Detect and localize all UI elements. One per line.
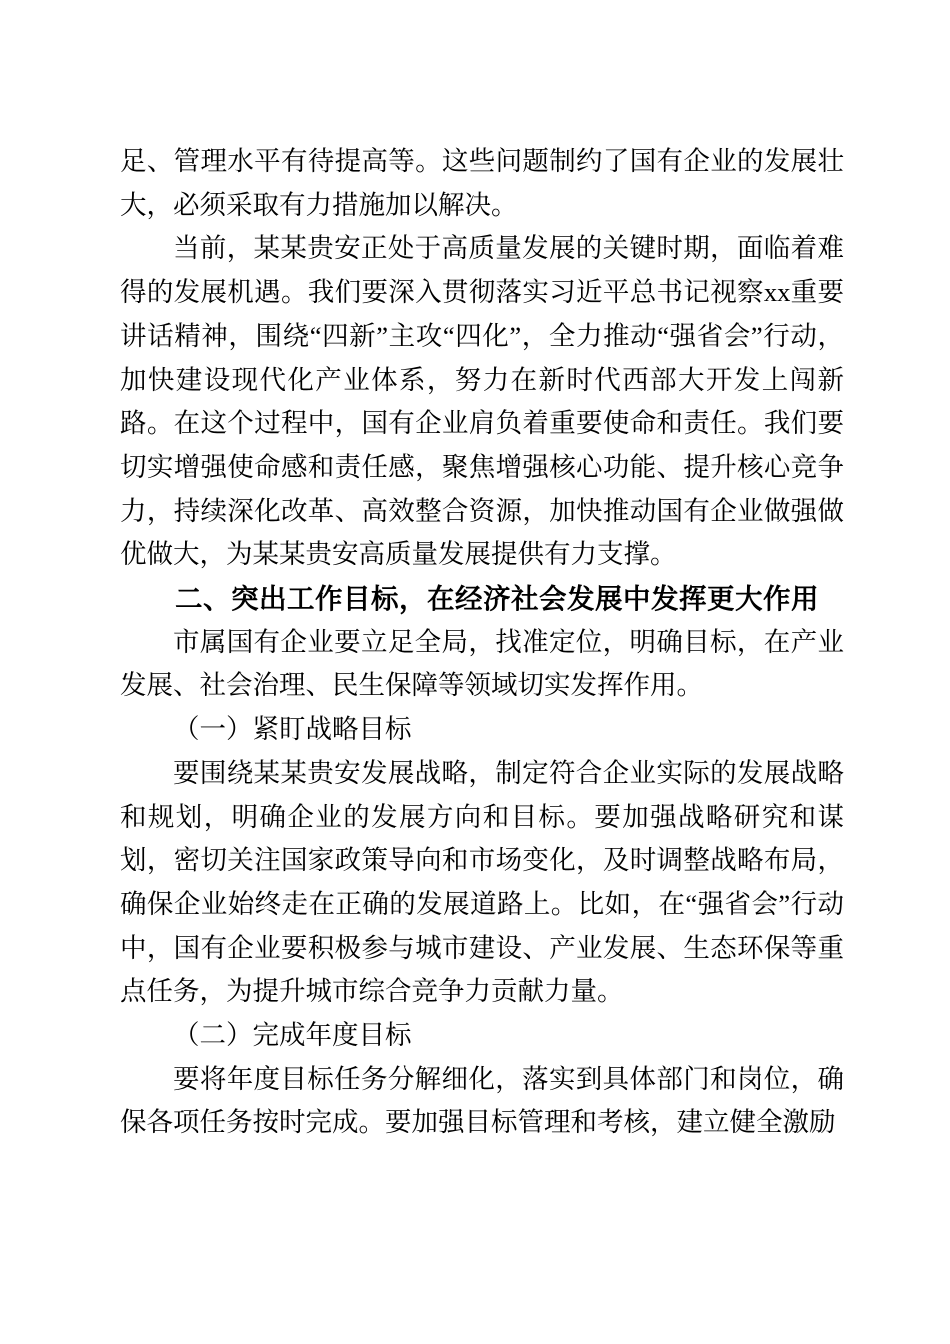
paragraph: 市属国有企业要立足全局，找准定位，明确目标，在产业发展、社会治理、民生保障等领域切实发挥作用。	[120, 626, 844, 701]
subsection-heading-2: （二）完成年度目标	[173, 1020, 412, 1051]
paragraph: 要围绕某某贵安发展战略，制定符合企业实际的发展战略和规划，明确企业的发展方向和目标。要加强战略研究和谋划，密切关注国家政策导向和市场变化，及时调整战略布局，确保企业始终走在正确的发展道路上。比如，在“强省会”行动中，国有企业要积极参与城市建设、产业发展、生态环保等重点任务，为提升城市综合竞争力贡献力量。	[120, 757, 844, 1007]
paragraph-continuation: 足、管理水平有待提高等。这些问题制约了国有企业的发展壮大，必须采取有力措施加以解决。	[120, 146, 844, 220]
paragraph: 当前，某某贵安正处于高质量发展的关键时期，面临着难得的发展机遇。我们要深入贯彻落实习近平总书记视察xx重要讲话精神，围绕“四新”主攻“四化”，全力推动“强省会”行动，加快建设现代化产业体系，努力在新时代西部大开发上闯新路。在这个过程中，国有企业肩负着重要使命和责任。我们要切实增强使命感和责任感，聚焦增强核心功能、提升核心竞争力，持续深化改革、高效整合资源，加快推动国有企业做强做优做大，为某某贵安高质量发展提供有力支撑。	[120, 233, 844, 570]
paragraph: 要将年度目标任务分解细化，落实到具体部门和岗位，确保各项任务按时完成。要加强目标管理和考核，建立健全激励	[120, 1063, 844, 1138]
document-content	[120, 140, 844, 1145]
subsection-heading-1: （一）紧盯战略目标	[173, 714, 412, 745]
section-heading: 二、突出工作目标，在经济社会发展中发挥更大作用	[175, 583, 819, 615]
